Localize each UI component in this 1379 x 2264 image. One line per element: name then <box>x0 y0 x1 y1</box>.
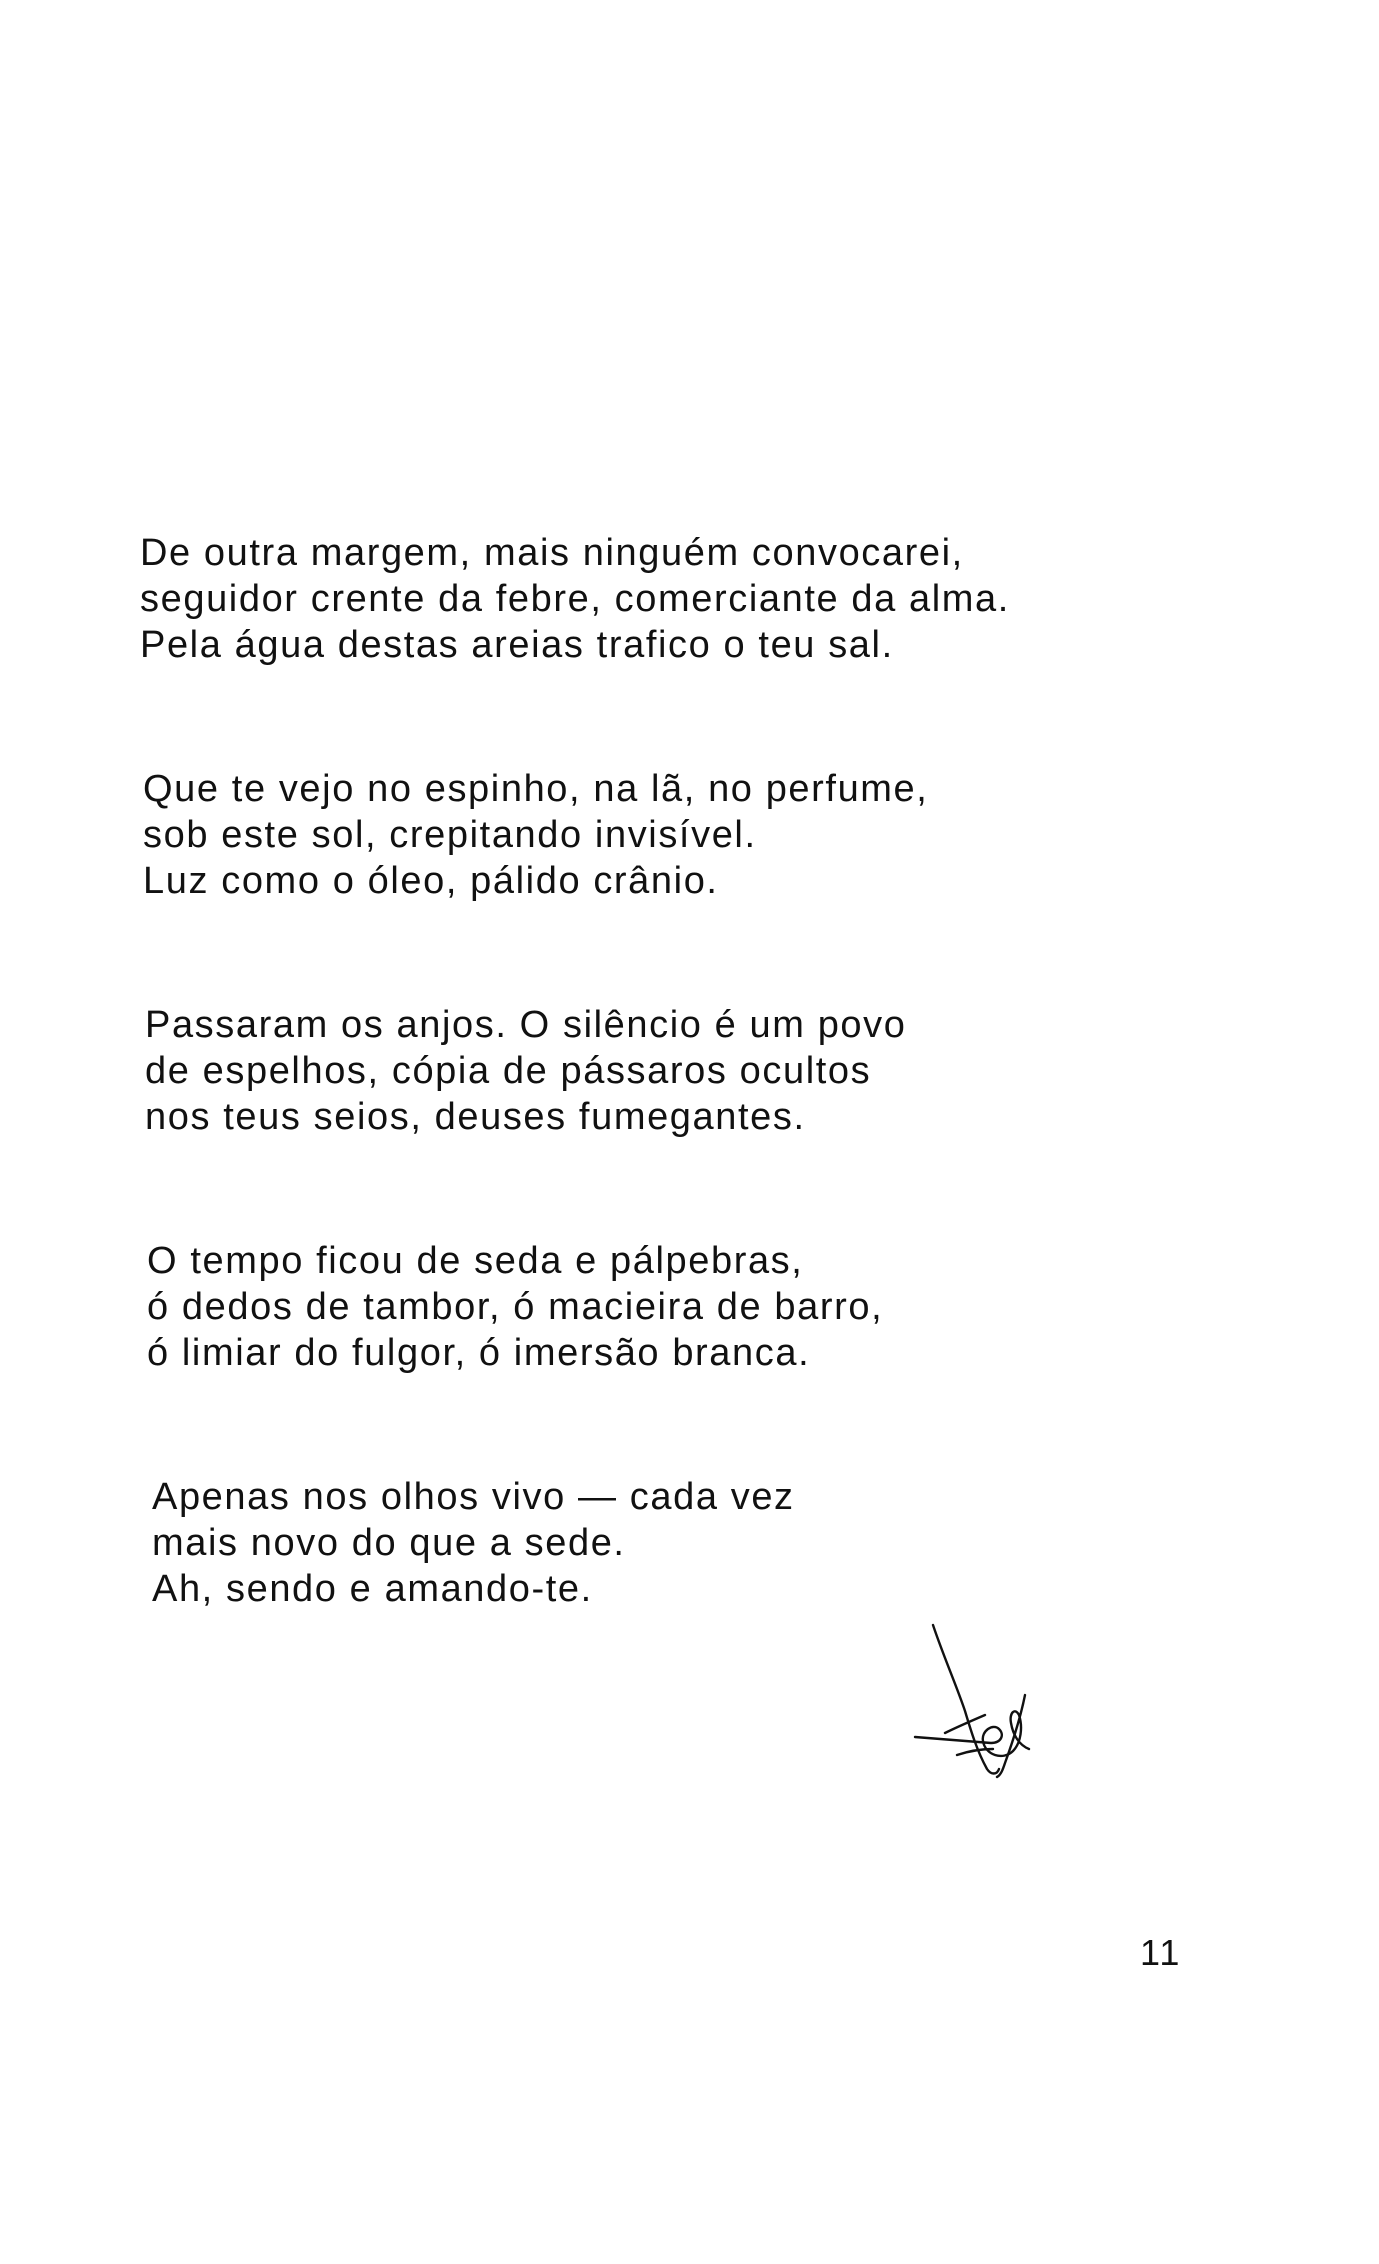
poem-line: nos teus seios, deuses fumegantes. <box>145 1096 806 1138</box>
handwritten-signature-icon <box>905 1615 1055 1795</box>
poem-line: Apenas nos olhos vivo — cada vez <box>152 1476 795 1518</box>
poem-line: Que te vejo no espinho, na lã, no perfume, <box>143 768 929 810</box>
poem-line: Pela água destas areias trafico o teu sal. <box>140 624 894 666</box>
stanza-4 <box>147 1238 1240 1376</box>
poem-line: ó dedos de tambor, ó macieira de barro, <box>147 1286 884 1328</box>
stanza-3 <box>145 1002 1240 1140</box>
poem-line: Passaram os anjos. O silêncio é um povo <box>145 1004 907 1046</box>
poem-line: De outra margem, mais ninguém convocarei, <box>140 532 964 574</box>
poem <box>140 530 1240 1710</box>
poem-line: seguidor crente da febre, comerciante da alma. <box>140 578 1010 620</box>
poem-line: Ah, sendo e amando-te. <box>152 1568 593 1610</box>
poem-line: O tempo ficou de seda e pálpebras, <box>147 1240 804 1282</box>
poem-line: Luz como o óleo, pálido crânio. <box>143 860 719 902</box>
poem-line: mais novo do que a sede. <box>152 1522 626 1564</box>
page-number: 11 <box>1140 1932 1182 1973</box>
poem-line: sob este sol, crepitando invisível. <box>143 814 757 856</box>
stanza-2 <box>143 766 1240 904</box>
poem-line: de espelhos, cópia de pássaros ocultos <box>145 1050 872 1092</box>
stanza-1 <box>140 530 1240 668</box>
stanza-5 <box>152 1474 1240 1612</box>
poem-line: ó limiar do fulgor, ó imersão branca. <box>147 1332 811 1374</box>
